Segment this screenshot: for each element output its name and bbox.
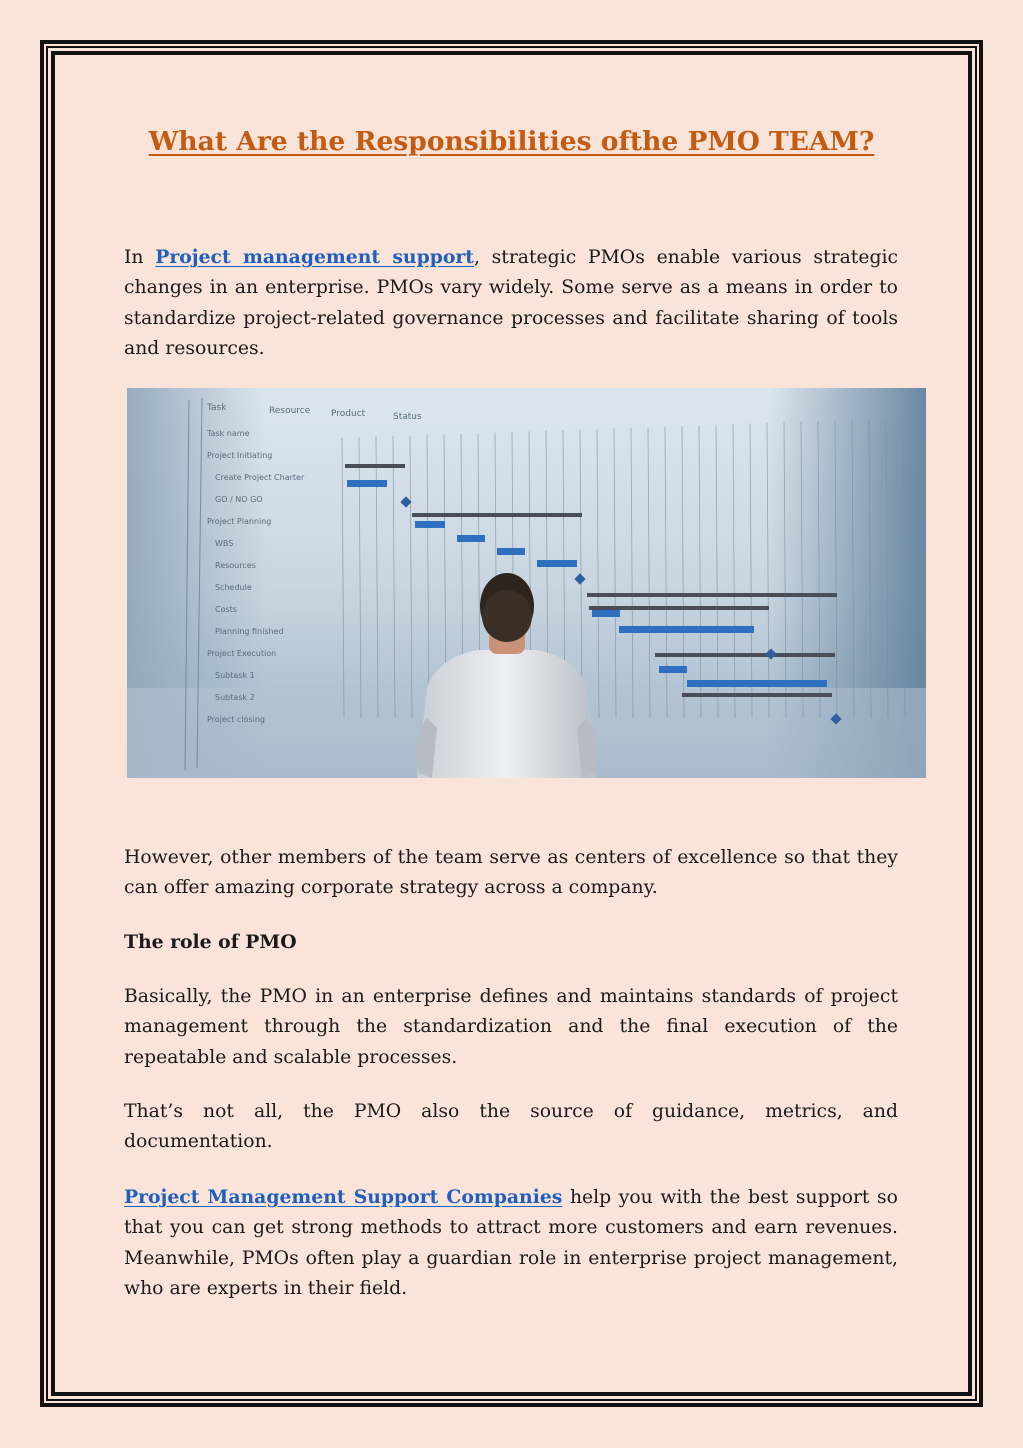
gantt-chart-photo <box>127 388 926 778</box>
intro-prefix: In <box>124 247 156 268</box>
gantt-bar <box>619 626 754 633</box>
gantt-task-label: Create Project Charter <box>215 473 305 482</box>
gantt-tab-label: Status <box>393 412 422 422</box>
gantt-chart-illustration <box>127 388 926 778</box>
gantt-bar <box>412 513 582 517</box>
gantt-bar <box>659 666 687 673</box>
gantt-bar <box>589 606 769 610</box>
gantt-bar <box>537 560 577 567</box>
gantt-task-label: Project Initiating <box>207 451 273 460</box>
gantt-task-label: Subtask 2 <box>215 693 255 702</box>
gantt-task-label: Resources <box>215 561 256 570</box>
gantt-task-label: Subtask 1 <box>215 671 255 680</box>
gantt-bar <box>345 464 405 468</box>
project-management-support-link[interactable]: Project management support <box>155 246 474 268</box>
gantt-tab-label: Resource <box>269 406 311 416</box>
support-companies-paragraph <box>124 1182 898 1305</box>
gantt-task-label: Project Planning <box>207 517 272 526</box>
gantt-task-label: Planning finished <box>215 627 284 636</box>
intro-paragraph <box>124 242 898 365</box>
gantt-bar <box>457 535 485 542</box>
project-management-support-companies-link[interactable]: Project Management Support Companies <box>124 1186 563 1208</box>
support-companies-text: help you with the best support so that you can get strong methods to attract more customers and earn revenues. Meanwhile, PMOs often play a guardian role in enterprise project management, who are experts in their field. <box>124 1187 898 1300</box>
gantt-tab-label: Product <box>331 409 366 419</box>
page-title: What Are the Responsibilities ofthe PMO TEAM? <box>148 126 875 157</box>
gantt-bar <box>497 548 525 555</box>
gantt-task-label: Task name <box>207 429 250 438</box>
gantt-task-label: Costs <box>215 605 237 614</box>
gantt-bar <box>682 693 832 697</box>
gantt-bar <box>587 593 837 597</box>
gantt-tab-label: Task <box>207 403 227 413</box>
gantt-bar <box>347 480 387 487</box>
gantt-task-label: Project closing <box>207 715 265 724</box>
gantt-bar <box>415 521 445 528</box>
gantt-task-label: GO / NO GO <box>215 495 263 504</box>
guidance-paragraph: That’s not all, the PMO also the source of guidance, metrics, and documentation. <box>124 1101 898 1153</box>
gantt-task-label: Schedule <box>215 583 252 592</box>
gantt-bar <box>592 610 620 617</box>
intro-text: , strategic PMOs enable various strategic changes in an enterprise. PMOs vary widely. Some serve as a means in order to standardize project-related governance processes and facilitate sharing of tools and resources. <box>124 247 898 360</box>
gantt-task-label: WBS <box>215 539 234 548</box>
gantt-task-label: Project Execution <box>207 649 277 658</box>
gantt-bar <box>655 653 835 657</box>
gantt-bar <box>687 680 827 687</box>
pmo-role-paragraph: Basically, the PMO in an enterprise defines and maintains standards of project management through the standardization and the final execution of the repeatable and scalable processes. <box>124 986 898 1068</box>
role-of-pmo-heading: The role of PMO <box>124 931 297 953</box>
excellence-paragraph: However, other members of the team serve as centers of excellence so that they can offer amazing corporate strategy across a company. <box>124 847 898 899</box>
